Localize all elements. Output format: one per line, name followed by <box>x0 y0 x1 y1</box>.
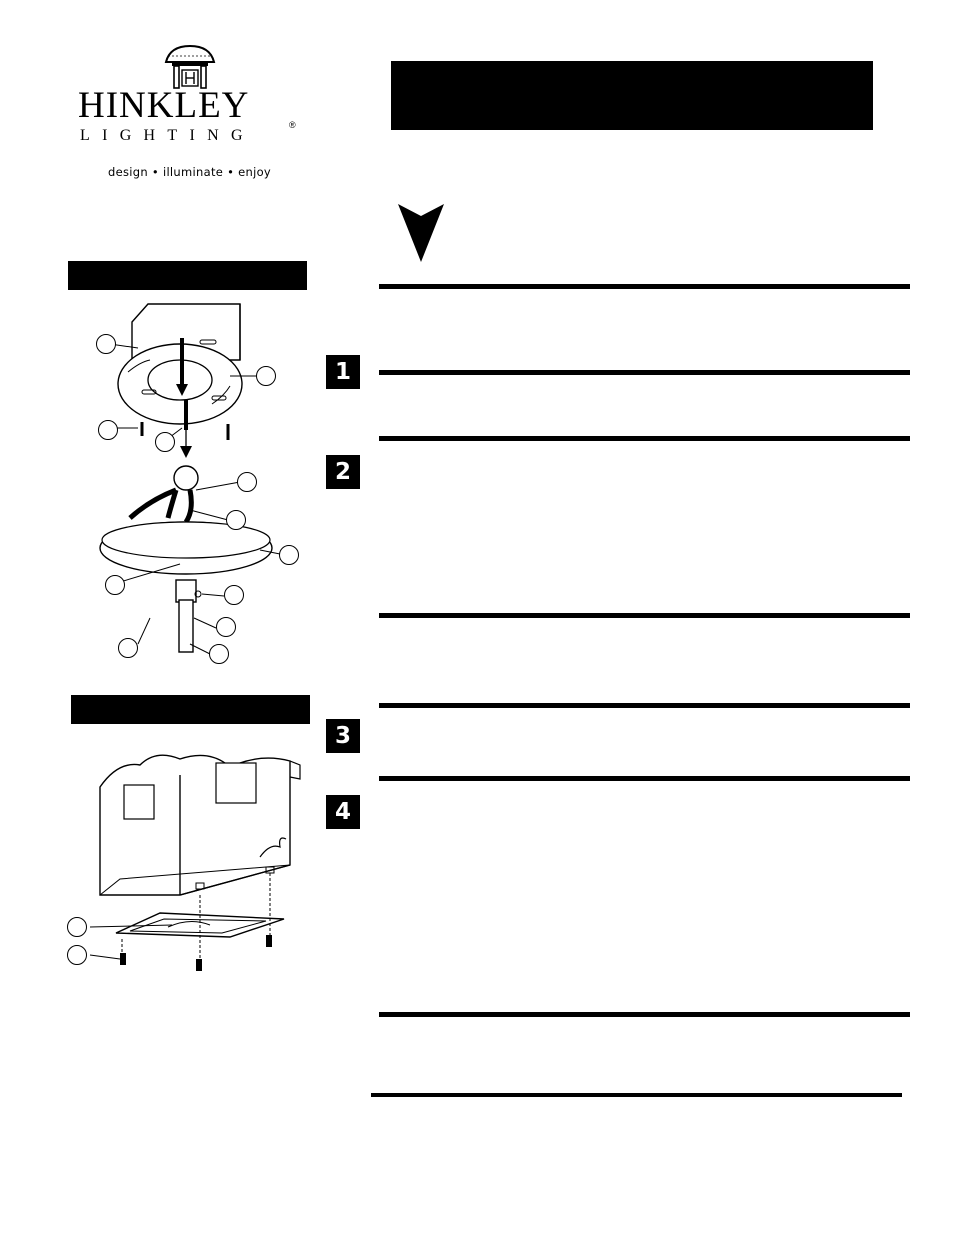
section-rule-6 <box>379 776 910 781</box>
section-rule-2 <box>379 370 910 375</box>
section-rule-1 <box>379 284 910 289</box>
brand-name: HINKLEY <box>78 85 250 126</box>
callout-circle <box>216 617 236 637</box>
brand-tagline: design • illuminate • enjoy <box>108 165 272 179</box>
lantern-icon <box>160 42 220 90</box>
callout-circle <box>155 432 175 452</box>
callout-circle <box>96 334 116 354</box>
callout-circle <box>256 366 276 386</box>
callout-circle <box>209 644 229 664</box>
callout-circle <box>224 585 244 605</box>
step-number-1: 1 <box>326 355 360 389</box>
callout-circle <box>67 945 87 965</box>
section-rule-4 <box>379 613 910 618</box>
step-number-2: 2 <box>326 455 360 489</box>
callout-circle <box>279 545 299 565</box>
junction-box-illustration <box>60 745 310 980</box>
callout-circle <box>237 472 257 492</box>
brand-subtitle: LIGHTING <box>80 127 255 144</box>
section-rule-8 <box>371 1093 902 1097</box>
callout-circle <box>67 917 87 937</box>
section-header-bar-1 <box>68 261 307 290</box>
section-header-bar-2 <box>71 695 310 724</box>
callout-circle <box>98 420 118 440</box>
step-number-3: 3 <box>326 719 360 753</box>
section-rule-7 <box>379 1012 910 1017</box>
callout-circle <box>118 638 138 658</box>
section-rule-5 <box>379 703 910 708</box>
mounting-bracket-illustration <box>90 300 310 670</box>
title-bar <box>391 61 873 130</box>
section-rule-3 <box>379 436 910 441</box>
step-number-4: 4 <box>326 795 360 829</box>
callout-circle <box>226 510 246 530</box>
down-arrow-icon <box>396 202 446 264</box>
callout-circle <box>105 575 125 595</box>
registered-mark: ® <box>289 120 296 130</box>
